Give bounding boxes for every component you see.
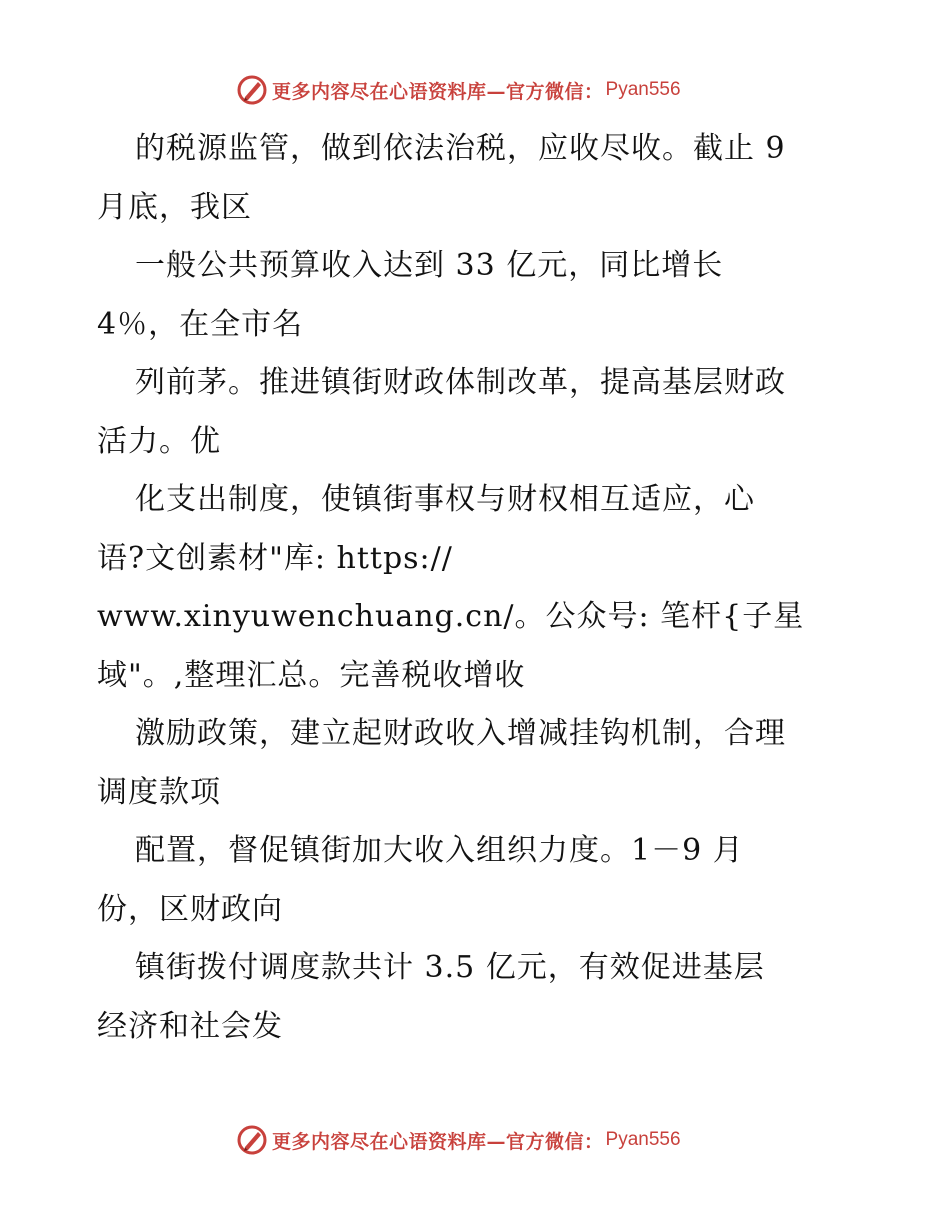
text-line: 语?文创素材"库: https:// bbox=[97, 540, 453, 576]
text-line: 列前茅。推进镇街财政体制改革，提高基层财政 bbox=[135, 365, 786, 400]
header-banner bbox=[236, 72, 681, 108]
text-line: 配置，督促镇街加大收入组织力度。1－9 月 bbox=[135, 833, 744, 868]
text-line: 域"。,整理汇总。完善税收增收 bbox=[97, 657, 526, 693]
header-wechat-id: Pyan556 bbox=[605, 79, 681, 100]
red-pen-circle-icon bbox=[236, 1124, 268, 1156]
text-line: 调度款项 bbox=[97, 774, 221, 810]
footer-banner bbox=[236, 1122, 681, 1158]
text-line: 经济和社会发 bbox=[97, 1008, 283, 1044]
text-line: 活力。优 bbox=[97, 423, 221, 459]
text-line: 月底，我区 bbox=[97, 189, 252, 225]
body-text bbox=[97, 120, 857, 1056]
text-line: 份，区财政向 bbox=[97, 891, 283, 927]
footer-wechat-id: Pyan556 bbox=[605, 1129, 681, 1150]
text-line: 激励政策，建立起财政收入增减挂钩机制，合理 bbox=[135, 716, 786, 751]
header-banner-text: 更多内容尽在心语资料库—官方微信： bbox=[272, 80, 604, 103]
text-line: 的税源监管，做到依法治税，应收尽收。截止 9 bbox=[135, 131, 786, 166]
text-line: 镇街拨付调度款共计 3.5 亿元，有效促进基层 bbox=[135, 950, 765, 985]
footer-banner-text: 更多内容尽在心语资料库—官方微信： bbox=[272, 1130, 604, 1153]
red-pen-circle-icon bbox=[236, 74, 268, 106]
text-line: 一般公共预算收入达到 33 亿元，同比增长 bbox=[135, 248, 724, 283]
text-line: www.xinyuwenchuang.cn/。公众号: 笔杆{子星 bbox=[97, 599, 805, 634]
text-line: 4％，在全市名 bbox=[97, 306, 304, 342]
text-line: 化支出制度，使镇街事权与财权相互适应，心 bbox=[135, 482, 755, 517]
